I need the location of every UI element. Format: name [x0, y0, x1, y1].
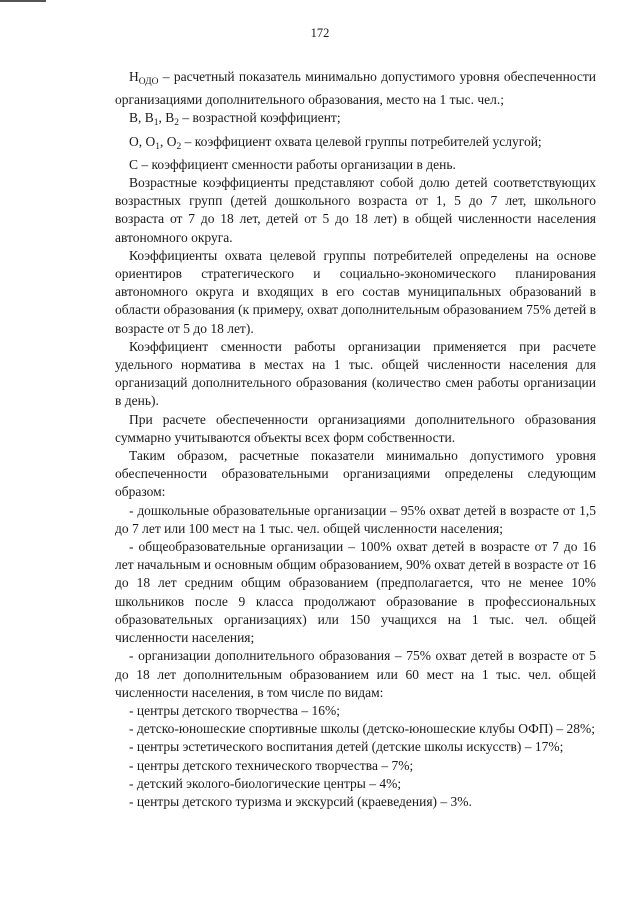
paragraph-text: – коэффициент охвата целевой группы потребителей услугой; — [181, 133, 542, 149]
paragraph-shift-coefficient: Коэффициент сменности работы организации применяется при расчете удельного норматива в местах на 1 тыс. общей численности населения для организаций дополнительного образования (количество смен работы организации в день). — [115, 338, 596, 409]
paragraph-age-coefficients: Возрастные коэффициенты представляют собой долю детей соответствующих возрастных групп (детей дошкольного возраста от 1, 5 до 7 лет, школьного возраста от 7 до 18 лет, детей от 5 до 18 лет) в общей численности населения автономного округа. — [115, 175, 596, 245]
list-item-preschool: - дошкольные образовательные организации – 95% охват детей в возрасте от 1,5 до 7 лет или 100 мест на 1 тыс. чел. общей численности населения; — [115, 502, 596, 536]
paragraph-text: – возрастной коэффициент; — [179, 110, 341, 126]
list-item-technical-centers: - центры детского технического творчества – 7%; — [129, 757, 414, 773]
list-item-creativity-centers: - центры детского творчества – 16%; — [129, 702, 340, 718]
formula-symbol: , О — [160, 133, 177, 149]
formula-subscript: ОДО — [138, 77, 159, 87]
formula-subscript: 1 — [153, 118, 159, 129]
paragraph-definition-hodo — [115, 68, 596, 109]
list-item-additional-education: - организации дополнительного образования – 75% охват детей в возрасте от 5 до 18 лет дополнительным образованием или 60 мест на 1 тыс. чел. общей численности населения, в том числе по видам: — [115, 648, 596, 700]
list-item-aesthetic-centers: - центры эстетического воспитания детей (детские школы искусств) – 17%; — [129, 739, 564, 755]
paragraph-text: – расчетный показатель минимально допустимого уровня обеспеченности организациями дополнительного образования, место на 1 тыс. чел.; — [115, 69, 596, 108]
list-item-sports-schools: - детско-юношеские спортивные школы (детско-юношеские клубы ОФП) – 28%; — [129, 721, 596, 737]
paragraph-definition-coverage-coefficient — [115, 133, 596, 156]
scan-corner-mark — [0, 0, 46, 2]
paragraph-definition-shift-coefficient: С – коэффициент сменности работы организации в день. — [129, 156, 456, 172]
document-body — [115, 68, 596, 811]
paragraph-definition-age-coefficient — [115, 109, 596, 132]
list-item-ecology-centers: - детский эколого-биологические центры – 4%; — [129, 775, 402, 791]
formula-subscript: 2 — [174, 118, 180, 129]
paragraph-ownership-forms: При расчете обеспеченности организациями дополнительного образования суммарно учитываются объекты всех форм собственности. — [115, 411, 596, 445]
list-item-tourism-centers: - центры детского туризма и экскурсий (краеведения) – 3%. — [129, 793, 472, 809]
formula-subscript: 2 — [176, 141, 182, 152]
formula-symbol: Н — [129, 69, 139, 84]
paragraph-coverage-coefficients: Коэффициенты охвата целевой группы потребителей определены на основе ориентиров стратегического и социально-экономического планирования автономного округа и входящих в его состав муниципальных образований в области образования (к примеру, охват дополнительным образованием 75% детей в возрасте от 5 до 18 лет). — [115, 247, 596, 336]
list-item-general-education: - общеобразовательные организации – 100% охват детей в возрасте от 7 до 16 лет начальным и основным общим образованием, 90% охват детей в возрасте от 16 до 18 лет средним общим образованием (предполагается, что не менее 10% школьников после 9 класса продолжают образование в профессиональных образовательных организациях) или 150 учащихся на 1 тыс. чел. общей численности населения; — [115, 539, 596, 646]
formula-symbol: , В — [158, 110, 175, 126]
formula-subscript: 1 — [155, 141, 160, 152]
paragraph-summary-intro: Таким образом, расчетные показатели минимально допустимого уровня обеспеченности образовательными организациями определены следующим образом: — [115, 448, 596, 500]
formula-symbol: В, В — [129, 110, 154, 126]
page-number: 172 — [310, 26, 330, 40]
formula-symbol: О, О — [129, 133, 156, 149]
